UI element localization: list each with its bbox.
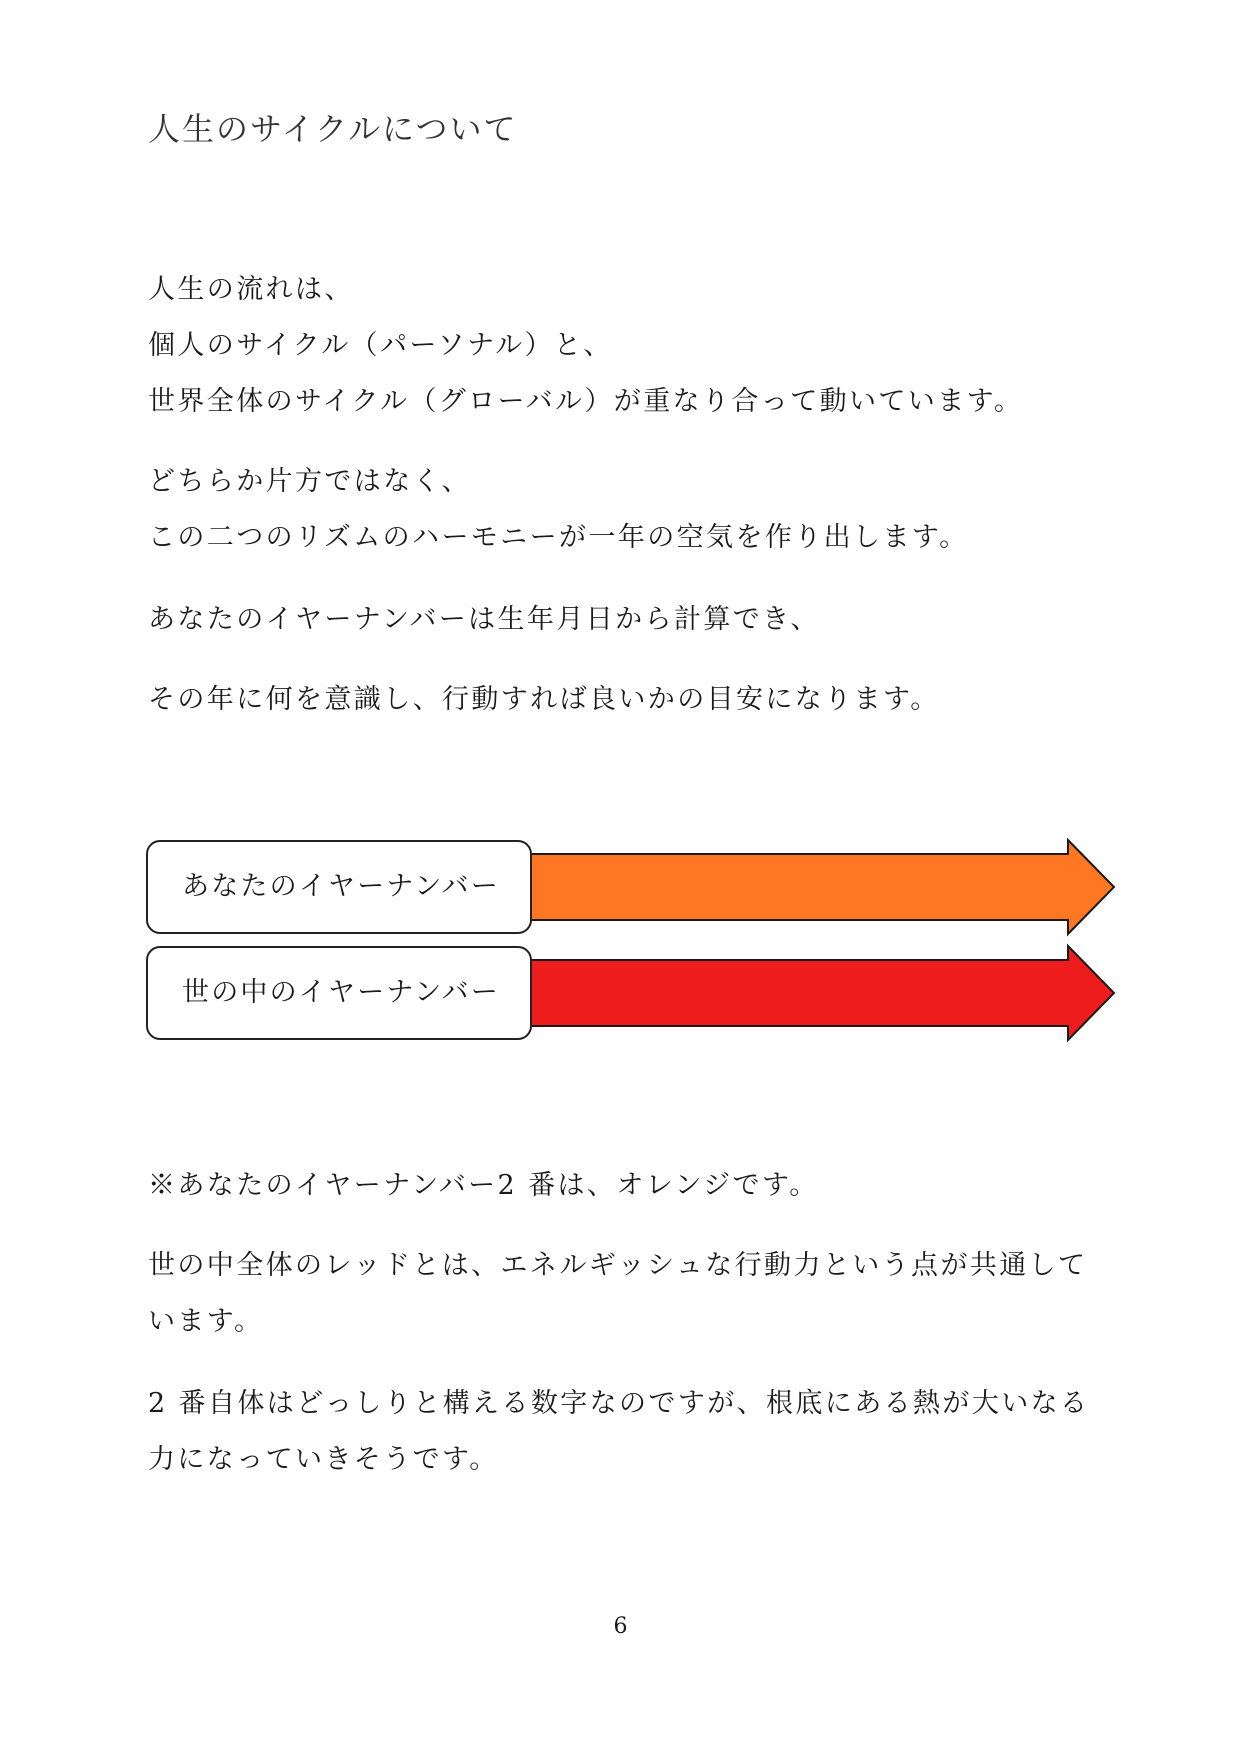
- intro-line-1: 人生の流れは、: [148, 274, 354, 305]
- calc-line: あなたのイヤーナンバーは生年月日から計算でき、: [148, 604, 820, 635]
- personal-cycle-arrow: [530, 840, 1114, 934]
- common-line-1: 世の中全体のレッドとは、エネルギッシュな行動力という点が共通して: [148, 1250, 1088, 1281]
- closing-paragraph: [148, 1376, 1089, 1488]
- closing-line-2: 力になっていきそうです。: [148, 1444, 499, 1475]
- guide-paragraph: [148, 672, 940, 728]
- closing-line-1: 2 番自体はどっしりと構える数字なのですが、根底にある熱が大いなる: [148, 1388, 1090, 1419]
- personal-year-number-label: あなたのイヤーナンバー: [146, 840, 532, 934]
- intro-line-3: 世界全体のサイクル（グローバル）が重なり合って動いています。: [148, 386, 1024, 417]
- note-line: ※あなたのイヤーナンバー2 番は、オレンジです。: [148, 1170, 819, 1201]
- common-paragraph: [148, 1238, 1087, 1350]
- page-title: 人生のサイクルについて: [148, 110, 518, 148]
- global-cycle-arrow: [530, 946, 1114, 1040]
- intro-paragraph: [148, 262, 1023, 430]
- common-line-2: います。: [148, 1306, 264, 1337]
- harmony-line-1: どちらか片方ではなく、: [148, 466, 471, 497]
- note-paragraph: [148, 1158, 819, 1214]
- guide-line: その年に何を意識し、行動すれば良いかの目安になります。: [148, 684, 940, 715]
- intro-line-2: 個人のサイクル（パーソナル）と、: [148, 330, 613, 361]
- calc-paragraph: [148, 592, 820, 648]
- harmony-paragraph: [148, 454, 969, 566]
- harmony-line-2: この二つのリズムのハーモニーが一年の空気を作り出します。: [148, 522, 969, 553]
- cycle-diagram: [146, 838, 1126, 1048]
- global-year-number-label: 世の中のイヤーナンバー: [146, 946, 532, 1040]
- page-number: 6: [613, 1614, 628, 1639]
